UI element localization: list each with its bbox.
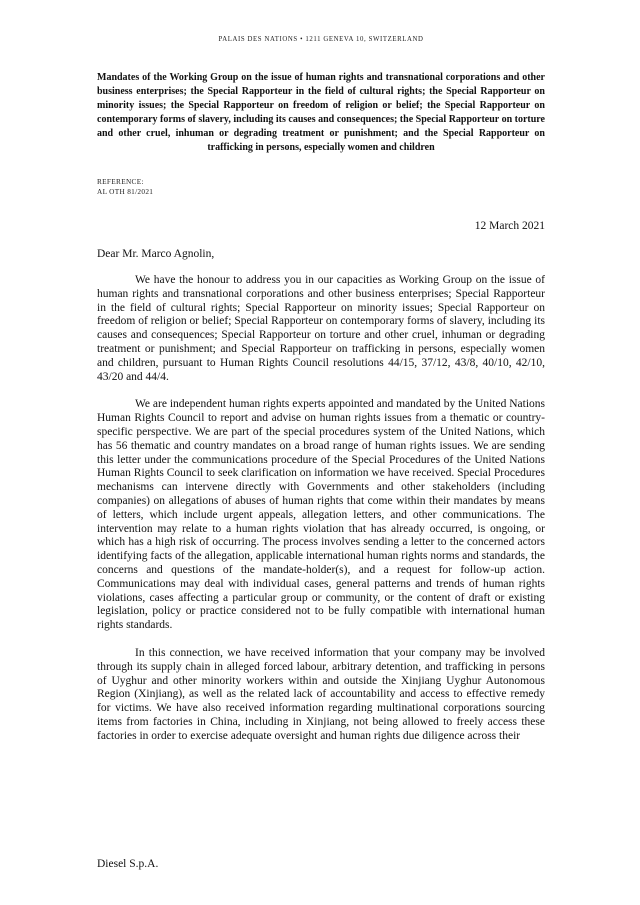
paragraph-1: We have the honour to address you in our capacities as Working Group on the issue of human rights and transnational corporations and other business enterprises; Special Rapporteur in the field of cultural rights; Special Rapporteur on minority issues; Special Rapporteur on freedom of religion or belief; Special Rapporteur on contemporary forms of slavery, including its causes and consequences; Special Rapporteur on torture and other cruel, inhuman or degrading treatment or punishment; and Special Rapporteur on trafficking in persons, especially women and children, pursuant to Human Rights Council resolutions 44/15, 37/12, 43/8, 40/10, 42/10, 43/20 and 44/4. — [97, 274, 545, 383]
recipient-name: Diesel S.p.A. — [97, 858, 159, 870]
mandates-block: Mandates of the Working Group on the issue of human rights and transnational corporations and other business enterprises; the Special Rapporteur in the field of cultural rights; the Special Rapporteur on minority issues; the Special Rapporteur on freedom of religion or belief; the Special Rapporteur on contemporary forms of slavery, including its causes and consequences; the Special Rapporteur on torture and other cruel, inhuman or degrading treatment or punishment; and the Special Rapporteur on trafficking in persons, especially women and children — [97, 72, 545, 153]
letter-date: 12 March 2021 — [474, 220, 545, 232]
paragraph-2: We are independent human rights experts appointed and mandated by the United Nations Human Rights Council to report and advise on human rights issues from a thematic or country-specific perspective. We are part of the special procedures system of the United Nations, which has 56 thematic and country mandates on a broad range of human rights issues. We are sending this letter under the communications procedure of the Special Procedures of the United Nations Human Rights Council to seek clarification on information we have received. Special Procedures mechanisms can intervene directly with Governments and other stakeholders (including companies) on allegations of abuses of human rights that come within their mandates by means of letters, which include urgent appeals, allegation letters, and other communications. The intervention may relate to a human rights violation that has already occurred, is ongoing, or which has a high risk of occurring. The process involves sending a letter to the concerned actors identifying facts of the allegation, applicable international human rights norms and standards, the concerns and questions of the mandate-holder(s), and a request for follow-up action. Communications may deal with individual cases, general patterns and trends of human rights violations, cases affecting a particular group or community, or the content of draft or existing legislation, policy or practice considered not to be fully compatible with international human rights standards. — [97, 398, 545, 632]
salutation: Dear Mr. Marco Agnolin, — [97, 248, 215, 260]
letterhead: PALAIS DES NATIONS • 1211 GENEVA 10, SWITZERLAND — [218, 36, 424, 43]
paragraph-3: In this connection, we have received information that your company may be involved through its supply chain in alleged forced labour, arbitrary detention, and trafficking in persons of Uyghur and other minority workers within and outside the Xinjiang Uyghur Autonomous Region (Xinjiang), as well as the related lack of accountability and access to effective remedy for victims. We have also received information regarding multinational corporations sourcing items from factories in China, including in Xinjiang, not being allowed to freely access these factories in order to exercise adequate oversight and human rights due diligence across their — [97, 646, 545, 742]
reference-value: AL OTH 81/2021 — [97, 186, 154, 196]
reference-block — [97, 177, 545, 196]
reference-label: REFERENCE: — [97, 177, 144, 186]
